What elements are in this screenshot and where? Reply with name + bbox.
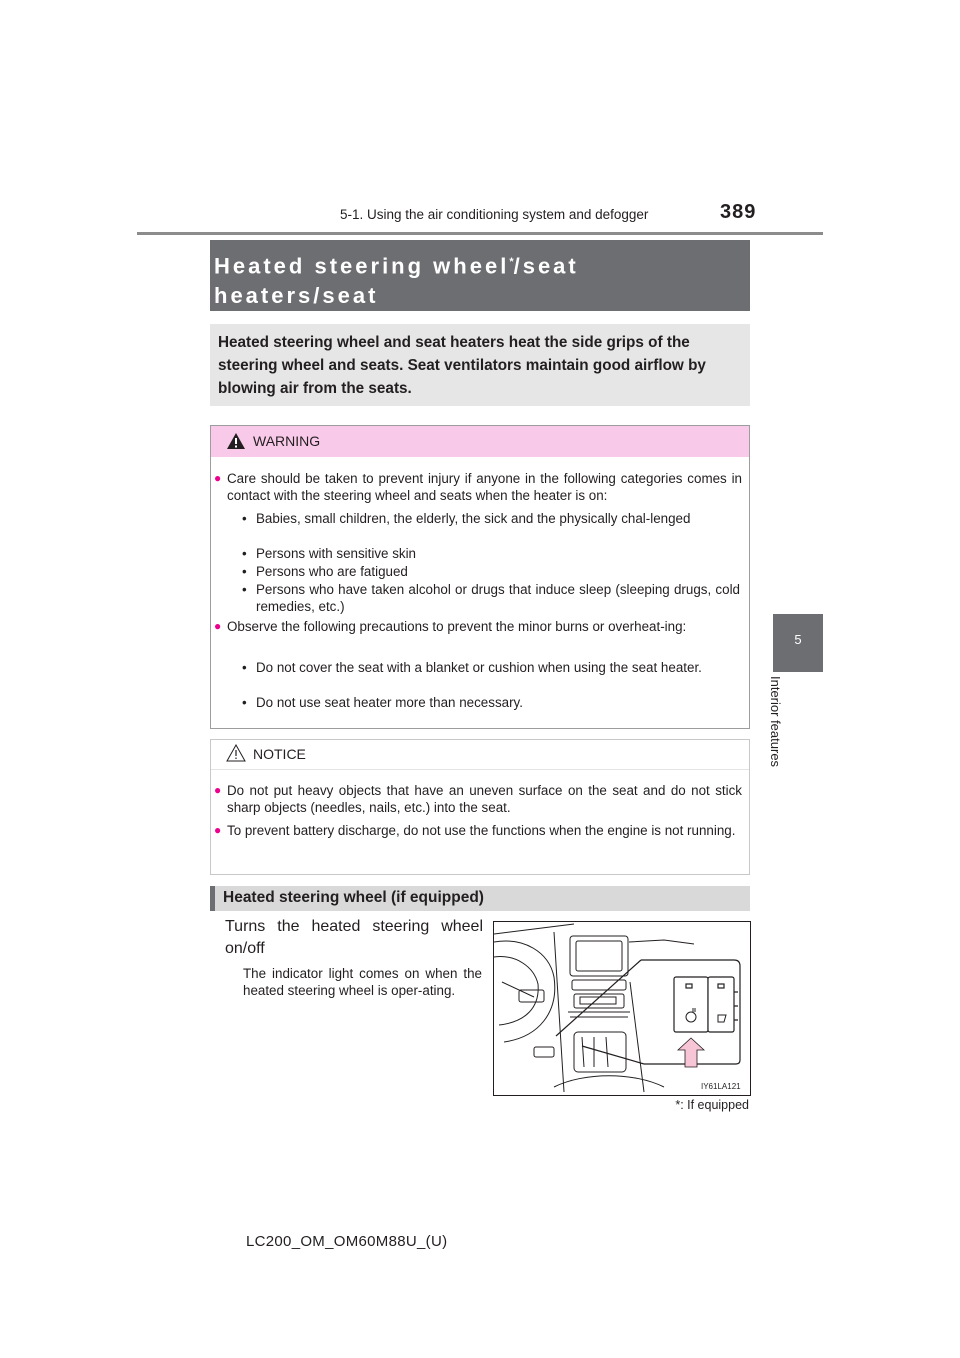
dot-icon: • <box>242 660 247 675</box>
notice-title: NOTICE <box>253 746 306 762</box>
dashboard-illustration <box>493 921 751 1096</box>
section-header: 5-1. Using the air conditioning system and defogger <box>340 207 649 222</box>
notice-item-2-text: To prevent battery discharge, do not use the functions when the engine is not running. <box>227 823 736 838</box>
intro-text: Heated steering wheel and seat heaters heat the side grips of the steering wheel and seats. Seat ventilators maintain good airflow by blowing air from the seats. <box>218 334 706 397</box>
bullet-icon: ● <box>214 619 222 633</box>
warning-item-1-text: Care should be taken to prevent injury if anyone in the following categories comes in contact with the steering wheel and seats when the heater is on: <box>227 471 742 504</box>
dot-icon: • <box>242 695 247 710</box>
warning-sub-1: Babies, small children, the elderly, the sick and the physically chal-lenged <box>256 511 691 526</box>
warning-item-2-text: Observe the following precautions to prevent the minor burns or overheat-ing: <box>227 619 687 634</box>
notice-item-2 <box>214 822 742 839</box>
subheading: Heated steering wheel (if equipped) <box>223 889 484 906</box>
dot-icon: • <box>242 564 247 579</box>
footnote-text: : If equipped <box>680 1098 749 1112</box>
warning-sub-4: Persons who have taken alcohol or drugs that induce sleep (sleeping drugs, cold remedies, etc.) <box>256 582 740 615</box>
document-code: LC200_OM_OM60M88U_(U) <box>246 1233 448 1250</box>
title-part1: Heated steering wheel <box>214 253 510 279</box>
dot-icon: • <box>242 546 247 561</box>
title-part2: /seat heaters/seat <box>214 253 579 309</box>
chapter-label <box>770 676 788 786</box>
bullet-icon: ● <box>214 783 222 797</box>
warning-title: WARNING <box>253 433 321 449</box>
bullet-icon: ● <box>214 471 222 485</box>
indicator-text: The indicator light comes on when the heated steering wheel is oper-ating. <box>243 966 482 998</box>
caution-triangle-icon <box>226 744 246 762</box>
callout-arrow-icon <box>678 1038 704 1067</box>
equipped-mark: * <box>509 256 514 268</box>
warning-item-2 <box>214 618 742 635</box>
warning-sub-5: Do not cover the seat with a blanket or cushion when using the seat heater. <box>256 660 702 675</box>
warning-item-1 <box>214 470 742 505</box>
footnote-mark: * <box>675 1098 681 1112</box>
warning-sub-3: Persons who are fatigued <box>256 564 408 579</box>
dashboard-line-art <box>494 922 750 1095</box>
bullet-icon: ● <box>214 823 222 837</box>
page-number: 389 <box>720 201 757 223</box>
warning-triangle-icon <box>226 432 246 450</box>
turns-text: Turns the heated steering wheel on/off <box>225 918 483 957</box>
dot-icon: • <box>242 511 247 526</box>
footnote <box>600 1098 749 1112</box>
notice-item-1 <box>214 782 742 817</box>
dot-icon: • <box>242 582 247 597</box>
notice-item-1-text: Do not put heavy objects that have an uneven surface on the seat and do not stick sharp objects (needles, nails, etc.) into the seat. <box>227 783 742 816</box>
header-rule <box>137 232 823 235</box>
subheading-accent <box>210 886 215 911</box>
warning-sub-6: Do not use seat heater more than necessary. <box>256 695 523 710</box>
chapter-number: 5 <box>794 632 802 647</box>
warning-sub-2: Persons with sensitive skin <box>256 546 417 561</box>
image-code: IY61LA121 <box>701 1082 741 1091</box>
chapter-label-text: Interior features <box>768 676 783 768</box>
